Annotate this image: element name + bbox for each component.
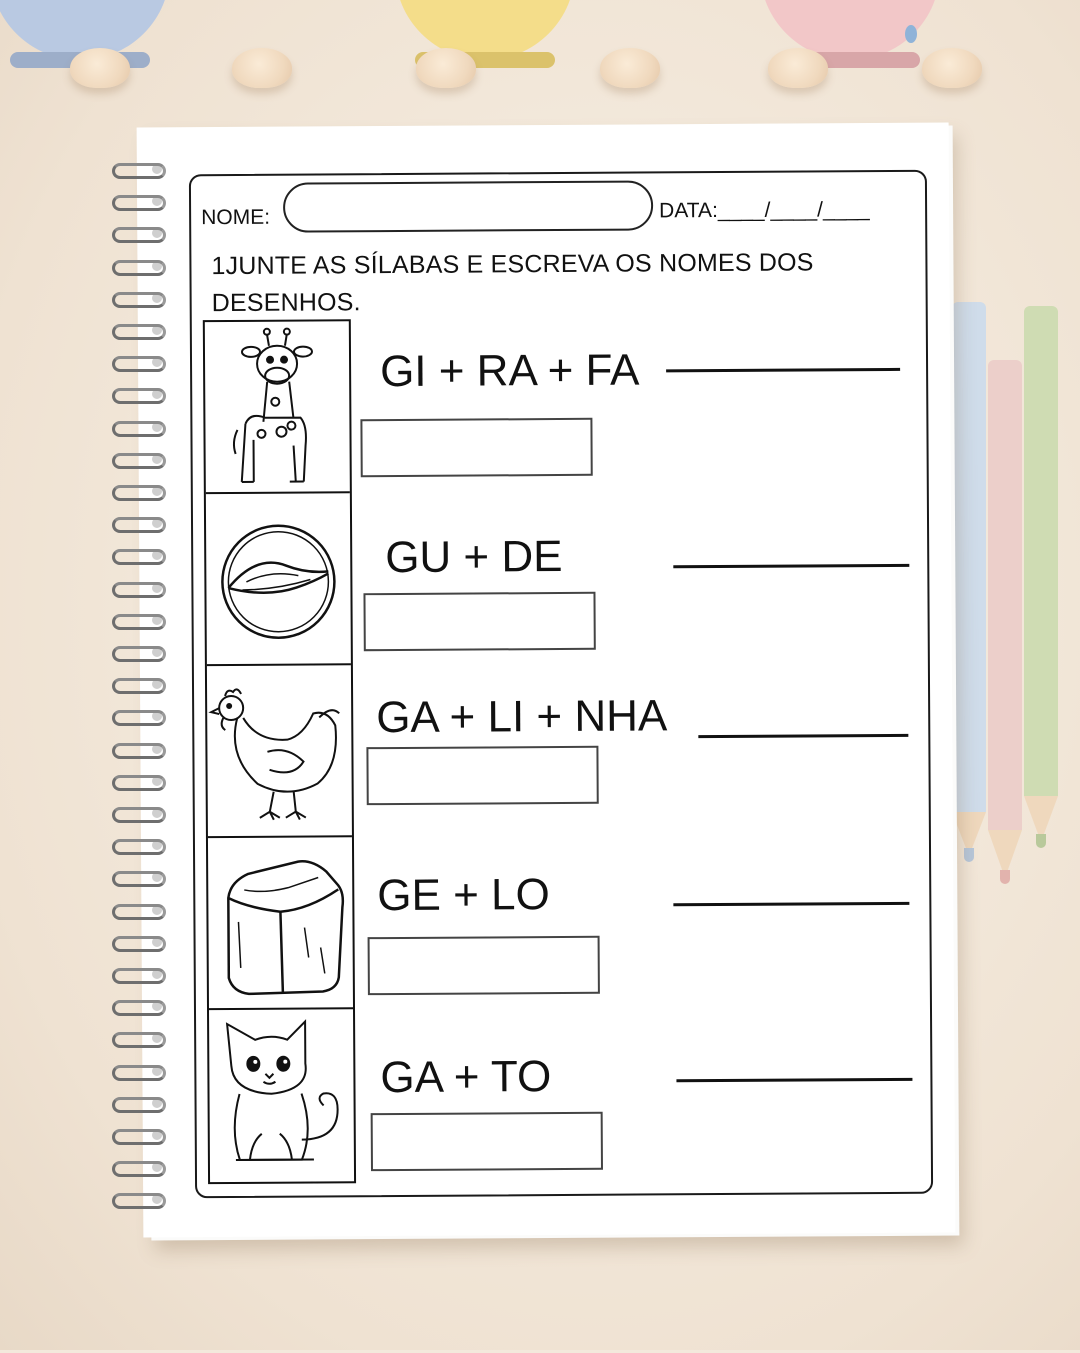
syllables-item-1: GI + RA + FA (379, 345, 640, 397)
answer-line-2[interactable] (673, 564, 909, 568)
answer-line-3[interactable] (698, 734, 908, 738)
answer-line-4[interactable] (673, 902, 909, 906)
answer-box-2[interactable] (363, 592, 595, 651)
syllables-item-4: GE + LO (377, 870, 550, 921)
picture-column (203, 319, 356, 1184)
answer-line-1[interactable] (666, 368, 900, 372)
syllables-item-2: GU + DE (385, 531, 563, 583)
answer-box-4[interactable] (368, 936, 600, 995)
hen-icon (207, 665, 352, 838)
cat-icon (209, 1009, 354, 1182)
ice-cube-icon (208, 837, 353, 1010)
exercise-instruction: 1JUNTE AS SÍLABAS E ESCREVA OS NOMES DOS DESENHOS. (211, 248, 814, 318)
marble-icon (206, 493, 351, 666)
name-label: NOME: (201, 205, 271, 230)
giraffe-icon (205, 321, 350, 494)
name-field[interactable] (283, 180, 653, 232)
answer-box-3[interactable] (366, 746, 598, 805)
syllables-item-5: GA + TO (380, 1052, 552, 1103)
syllables-item-3: GA + LI + NHA (376, 691, 668, 743)
answer-line-5[interactable] (676, 1078, 912, 1082)
answer-box-1[interactable] (360, 418, 592, 477)
answer-box-5[interactable] (371, 1112, 603, 1171)
date-label: DATA:____/____/____ (659, 198, 870, 223)
